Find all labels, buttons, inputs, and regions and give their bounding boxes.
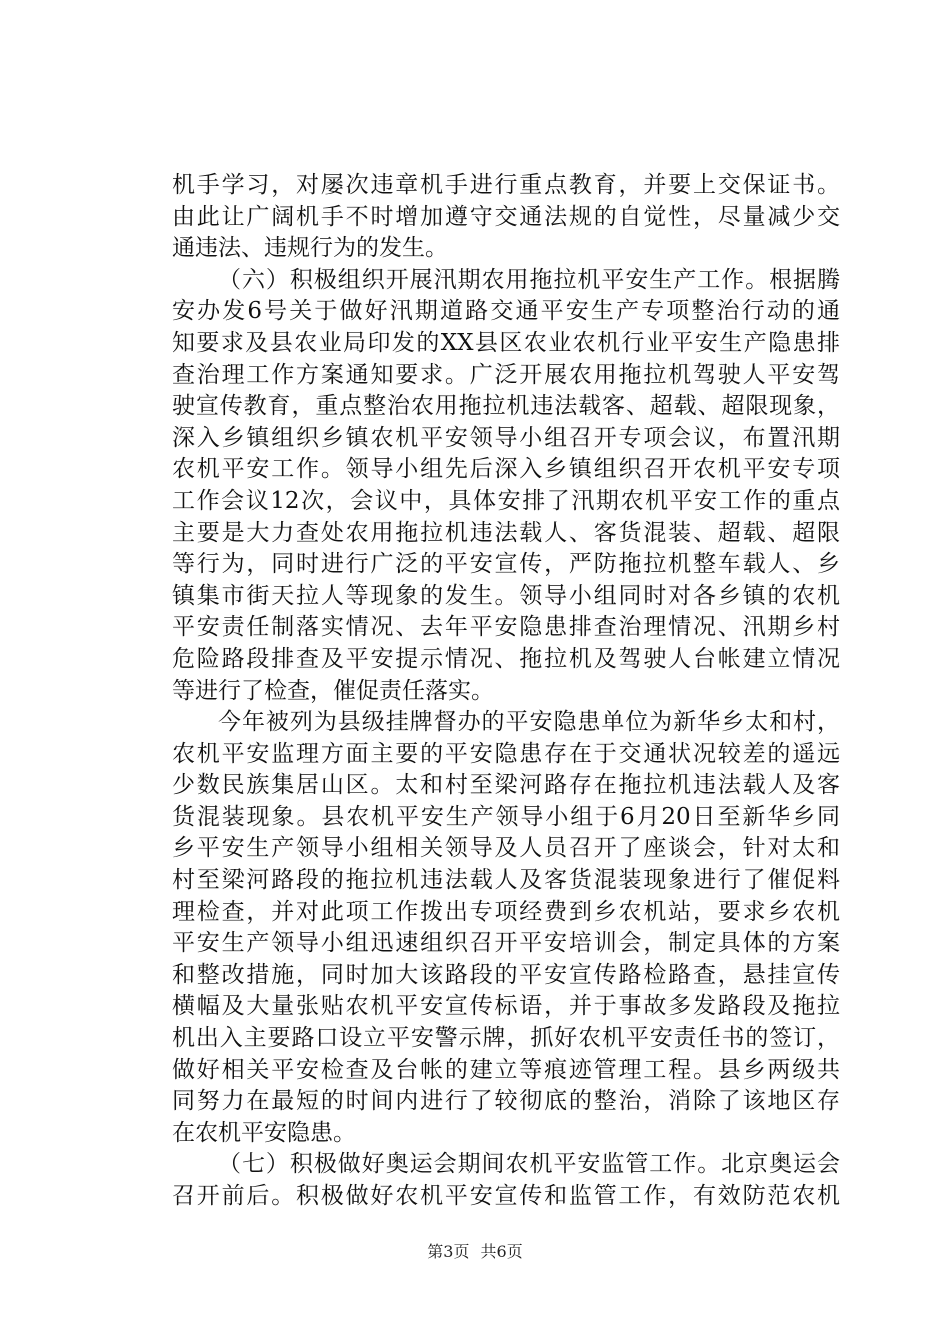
text-line: 平安责任制落实情况、去年平安隐患排查治理情况、汛期乡村 [172, 614, 840, 641]
text-line: 村至梁河路段的拖拉机违法载人及客货混装现象进行了催促料 [172, 867, 840, 894]
text-line: 召开前后。积极做好农机平安宣传和监管工作，有效防范农机 [172, 1183, 840, 1209]
text-line: 危险路段排查及平安提示情况、拖拉机及驾驶人台帐建立情况 [172, 645, 840, 672]
text-line: 乡平安生产领导小组相关领导及人员召开了座谈会，针对太和 [172, 835, 840, 862]
text-line: 少数民族集居山区。太和村至梁河路存在拖拉机违法载人及客 [172, 772, 840, 799]
text-line: 知要求及县农业局印发的XX县区农业农机行业平安生产隐患排 [172, 329, 840, 356]
page-footer [0, 1240, 950, 1264]
text-line: 理检查，并对此项工作拨出专项经费到乡农机站，要求乡农机 [172, 898, 840, 925]
text-line: （六）积极组织开展汛期农用拖拉机平安生产工作。根据腾 [218, 266, 840, 293]
text-line: 工作会议12次，会议中，具体安排了汛期农机平安工作的重点 [172, 487, 840, 514]
text-line: 做好相关平安检查及台帐的建立等痕迹管理工程。县乡两级共 [172, 1056, 840, 1083]
text-line: 通违法、违规行为的发生。 [172, 235, 448, 262]
text-line: 机手学习，对屡次违章机手进行重点教育，并要上交保证书。 [172, 172, 840, 198]
text-line: （七）积极做好奥运会期间农机平安监管工作。北京奥运会 [218, 1151, 840, 1178]
page-total: 共6页 [480, 1242, 523, 1261]
text-line: 货混装现象。县农机平安生产领导小组于6月20日至新华乡同 [172, 803, 840, 830]
text-line: 等行为，同时进行广泛的平安宣传，严防拖拉机整车载人、乡 [172, 551, 840, 578]
text-line: 在农机平安隐患。 [172, 1119, 356, 1146]
text-line: 农机平安工作。领导小组先后深入乡镇组织召开农机平安专项 [172, 456, 840, 483]
text-line: 和整改措施，同时加大该路段的平安宣传路检路查，悬挂宣传 [172, 961, 840, 988]
text-line: 农机平安监理方面主要的平安隐患存在于交通状况较差的遥远 [172, 740, 840, 767]
document-body [172, 170, 840, 1213]
text-line: 镇集市街天拉人等现象的发生。领导小组同时对各乡镇的农机 [172, 582, 840, 609]
text-line: 深入乡镇组织乡镇农机平安领导小组召开专项会议，布置汛期 [172, 424, 840, 451]
text-line: 主要是大力查处农用拖拉机违法载人、客货混装、超载、超限 [172, 519, 840, 546]
text-line: 安办发6号关于做好汛期道路交通平安生产专项整治行动的通 [172, 298, 840, 325]
text-line: 由此让广阔机手不时增加遵守交通法规的自觉性，尽量减少交 [172, 203, 840, 230]
text-line: 同努力在最短的时间内进行了较彻底的整治，消除了该地区存 [172, 1088, 840, 1115]
text-line: 驶宣传教育，重点整治农用拖拉机违法载客、超载、超限现象， [172, 393, 840, 420]
text-line: 查治理工作方案通知要求。广泛开展农用拖拉机驾驶人平安驾 [172, 361, 840, 388]
text-line: 今年被列为县级挂牌督办的平安隐患单位为新华乡太和村， [218, 709, 840, 736]
text-line: 横幅及大量张贴农机平安宣传标语，并于事故多发路段及拖拉 [172, 993, 840, 1020]
page-number: 第3页 [427, 1242, 470, 1261]
text-line: 等进行了检查，催促责任落实。 [172, 677, 494, 704]
text-line: 机出入主要路口设立平安警示牌，抓好农机平安责任书的签订， [172, 1025, 840, 1052]
text-line: 平安生产领导小组迅速组织召开平安培训会，制定具体的方案 [172, 930, 840, 957]
